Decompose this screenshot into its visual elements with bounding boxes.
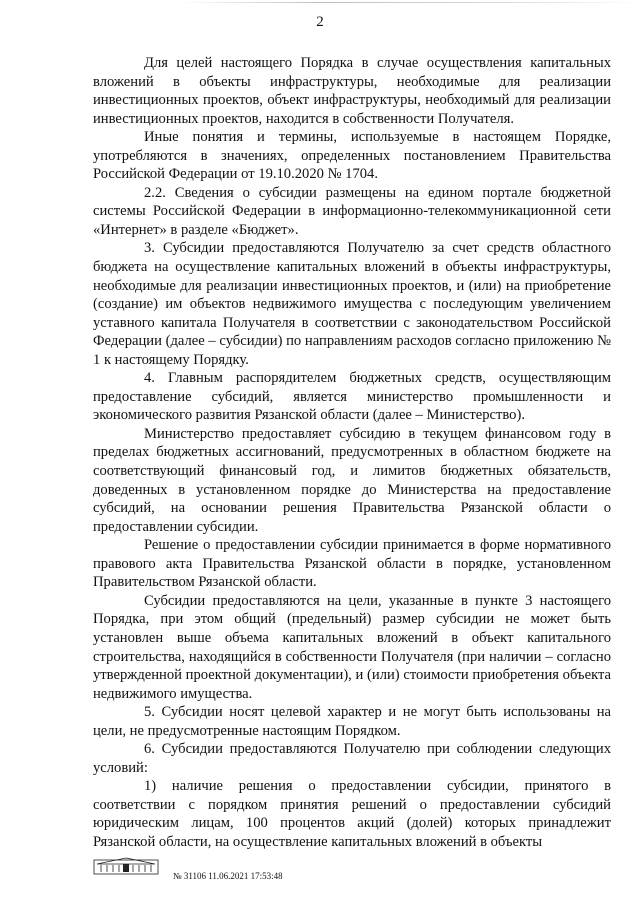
paragraph: 2.2. Сведения о субсидии размещены на едином портале бюджетной системы Российской Федерации в информационно-телекоммуникационной сети «Интернет» в разделе «Бюджет».	[93, 184, 611, 238]
paragraph: 4. Главным распорядителем бюджетных средств, осуществляющим предоставление субсидий, является министерство промышленности и экономического развития Рязанской области (далее – Министерство).	[93, 370, 611, 424]
document-body	[93, 54, 611, 852]
paragraph: Решение о предоставлении субсидии принимается в форме нормативного правового акта Правительства Рязанской области в порядке, установленном Правительством Рязанской области.	[93, 537, 611, 591]
scan-artifact	[180, 2, 640, 3]
registry-stamp-icon	[93, 856, 159, 876]
paragraph: Субсидии предоставляются на цели, указанные в пункте 3 настоящего Порядка, при этом общий (предельный) размер субсидии не может быть установлен выше объема капитальных вложений в объект капитального строительства, находящийся в собственности Получателя (при наличии – согласно утвержденной проектной документации), и (или) стоимости приобретения объекта недвижимого имущества.	[93, 592, 611, 702]
paragraph: 5. Субсидии носят целевой характер и не могут быть использованы на цели, не предусмотренные настоящим Порядком.	[93, 704, 611, 739]
document-registration-number: № 31106 11.06.2021 17:53:48	[173, 871, 283, 881]
document-footer	[93, 856, 393, 886]
paragraph: 1) наличие решения о предоставлении субсидии, принятого в соответствии с порядком принятия решений о предоставлении субсидий юридическим лицам, 100 процентов акций (долей) которых принадлежит Рязанской области, на осуществление капитальных вложений в объекты	[93, 778, 611, 850]
paragraph: 6. Субсидии предоставляются Получателю при соблюдении следующих условий:	[93, 741, 611, 776]
paragraph: 3. Субсидии предоставляются Получателю за счет средств областного бюджета на осуществление капитальных вложений в объекты инфраструктуры, необходимые для реализации инвестиционных проектов, и (или) на приобретение (создание) им объектов недвижимого имущества с последующим увеличением уставного капитала Получателя в соответствии с законодательством Российской Федерации (далее – субсидии) по направлениям расходов согласно приложению № 1 к настоящему Порядку.	[93, 240, 611, 368]
paragraph: Для целей настоящего Порядка в случае осуществления капитальных вложений в объекты инфраструктуры, необходимые для реализации инвестиционных проектов, объект инфраструктуры, необходимый для реализации инвестиционных проектов, находится в собственности Получателя.	[93, 55, 611, 127]
paragraph: Иные понятия и термины, используемые в настоящем Порядке, употребляются в значениях, определенных постановлением Правительства Российской Федерации от 19.10.2020 № 1704.	[93, 129, 611, 183]
page-number: 2	[316, 14, 324, 30]
paragraph: Министерство предоставляет субсидию в текущем финансовом году в пределах бюджетных ассигнований, предусмотренных в областном бюджете на соответствующий финансовый год, и лимитов бюджетных обязательств, доведенных в установленном порядке до Министерства на предоставление субсидий, на основании решения Правительства Рязанской области о предоставлении субсидии.	[93, 425, 611, 535]
